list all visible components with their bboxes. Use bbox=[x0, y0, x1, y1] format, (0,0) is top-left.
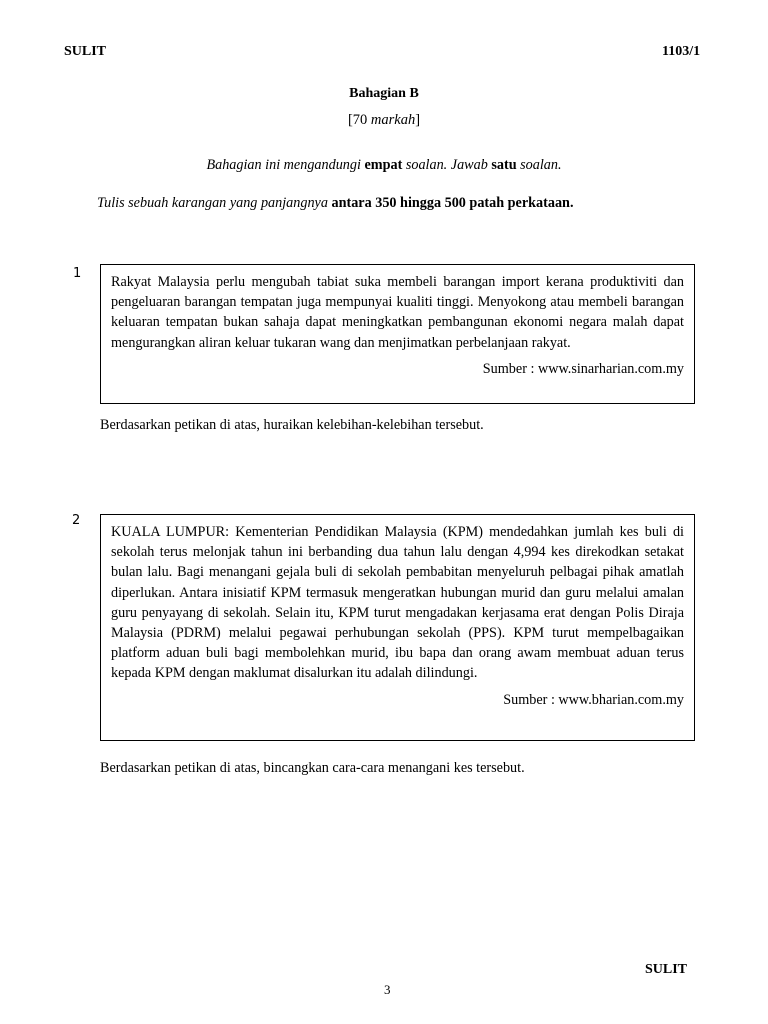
question-1-passage: Rakyat Malaysia perlu mengubah tabiat suka membeli barangan import kerana produktiviti dan pengeluaran barangan tempatan juga mempunyai kualiti tinggi. Menyokong atau membeli barangan keluaran tempatan bukan sahaja dapat meningkatkan pembangunan ekonomi negara malah dapat mengurangkan aliran keluar tukaran wang dan menjimatkan perbelanjaan rakyat. bbox=[111, 274, 684, 351]
question-2-passage: KUALA LUMPUR: Kementerian Pendidikan Malaysia (KPM) mendedahkan jumlah kes buli di sekolah terus melonjak tahun ini berbanding dua tahun lalu dengan 4,994 kes direkodkan setakat bulan lalu. Bagi menangani gejala buli di sekolah pembabitan menyeluruh pelbagai pihak amatlah diperlukan. Antara inisiatif KPM termasuk mengeratkan hubungan murid dan guru melalui amalan guru penyayang di sekolah. Selain itu, KPM turut mengadakan kerjasama erat dengan Polis Diraja Malaysia (PDRM) melalui pegawai perhubungan sekolah (PPS). KPM turut mempelbagaikan platform aduan buli bagi membolehkan murid, ibu bapa dan orang awam membuat aduan terus kepada KPM dengan maklumat disalurkan itu adalah dilindungi. bbox=[111, 524, 684, 682]
instruction2-part-b: antara 350 hingga 500 patah perkataan. bbox=[331, 195, 574, 211]
header-paper-code: 1103/1 bbox=[662, 44, 701, 59]
header-sulit-label: SULIT bbox=[64, 44, 107, 59]
section-instruction-2 bbox=[97, 195, 574, 212]
question-1-source: Sumber : www.sinarharian.com.my bbox=[482, 360, 684, 377]
marks-word: markah bbox=[370, 112, 416, 128]
question-2-passage-box bbox=[100, 514, 695, 741]
instruction1-part-a: Bahagian ini mengandungi bbox=[206, 157, 365, 173]
instruction1-part-e: soalan. bbox=[516, 157, 562, 173]
question-2-source: Sumber : www.bharian.com.my bbox=[503, 691, 684, 708]
instruction1-part-d: satu bbox=[491, 157, 517, 173]
instruction1-part-b: empat bbox=[364, 157, 403, 173]
marks-open: [70 bbox=[347, 112, 371, 128]
marks-close: ] bbox=[415, 112, 421, 128]
question-1-instruction: Berdasarkan petikan di atas, huraikan kelebihan-kelebihan tersebut. bbox=[100, 417, 484, 433]
section-title: Bahagian B bbox=[349, 86, 419, 101]
question-2-instruction: Berdasarkan petikan di atas, bincangkan cara-cara menangani kes tersebut. bbox=[100, 760, 525, 776]
question-number: 1 bbox=[73, 266, 82, 281]
section-marks bbox=[0, 112, 768, 129]
instruction1-part-c: soalan. Jawab bbox=[402, 157, 492, 173]
question-1-passage-box bbox=[100, 264, 695, 404]
page-number: 3 bbox=[384, 982, 391, 997]
instruction2-part-a: Tulis sebuah karangan yang panjangnya bbox=[97, 195, 332, 211]
question-number: 2 bbox=[72, 513, 81, 528]
section-instruction-1 bbox=[0, 157, 768, 174]
footer-sulit-label: SULIT bbox=[645, 962, 688, 977]
